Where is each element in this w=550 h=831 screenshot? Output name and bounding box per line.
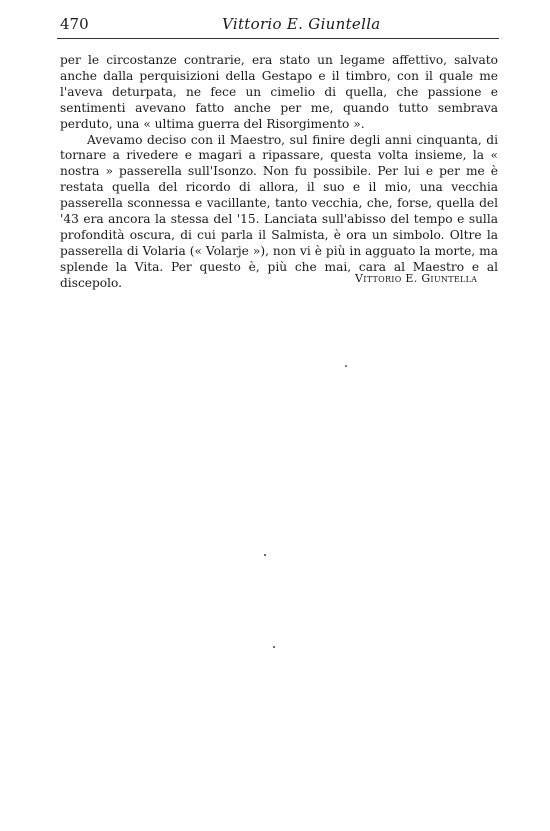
running-head-title: Vittorio E. Giuntella bbox=[222, 15, 381, 33]
body-text bbox=[60, 53, 498, 292]
header-rule bbox=[57, 38, 499, 39]
page-number: 470 bbox=[60, 15, 89, 33]
paragraph: Avevamo deciso con il Maestro, sul finire degli anni cinquanta, di tornare a rivedere e magari a ripassare, questa volta insieme, la « nostra » passerella sull'Isonzo. Non fu possibile. Per lui e per me è restata quella del ricordo di allora, il suo e il mio, una vecchia passerella sconnessa e vacillante, tanto vecchia, che, forse, quella del '43 era ancora la stessa del '15. Lanciata sull'abisso del tempo e sulla profondità oscura, di cui parla il Salmista, è ora un simbolo. Oltre la passerella di Volaria (« Volarje »), non vi è più in agguato la morte, ma splende la Vita. Per questo è, più che mai, cara al Maestro e al discepolo. bbox=[60, 132, 498, 290]
author-signature: Vittorio E. Giuntella bbox=[355, 272, 478, 285]
scan-speck bbox=[273, 646, 275, 648]
scan-speck bbox=[345, 365, 347, 367]
scan-speck bbox=[264, 554, 266, 556]
paragraph-continued: per le circostanze contrarie, era stato un legame affettivo, salvato anche dalla perquisizioni della Gestapo e il timbro, con il quale me l'aveva deturpata, ne fece un cimelio di quella, che passione e sentimenti avevano fatto anche per me, quando tutto sembrava perduto, una « ultima guerra del Risorgimento ». bbox=[60, 53, 498, 131]
